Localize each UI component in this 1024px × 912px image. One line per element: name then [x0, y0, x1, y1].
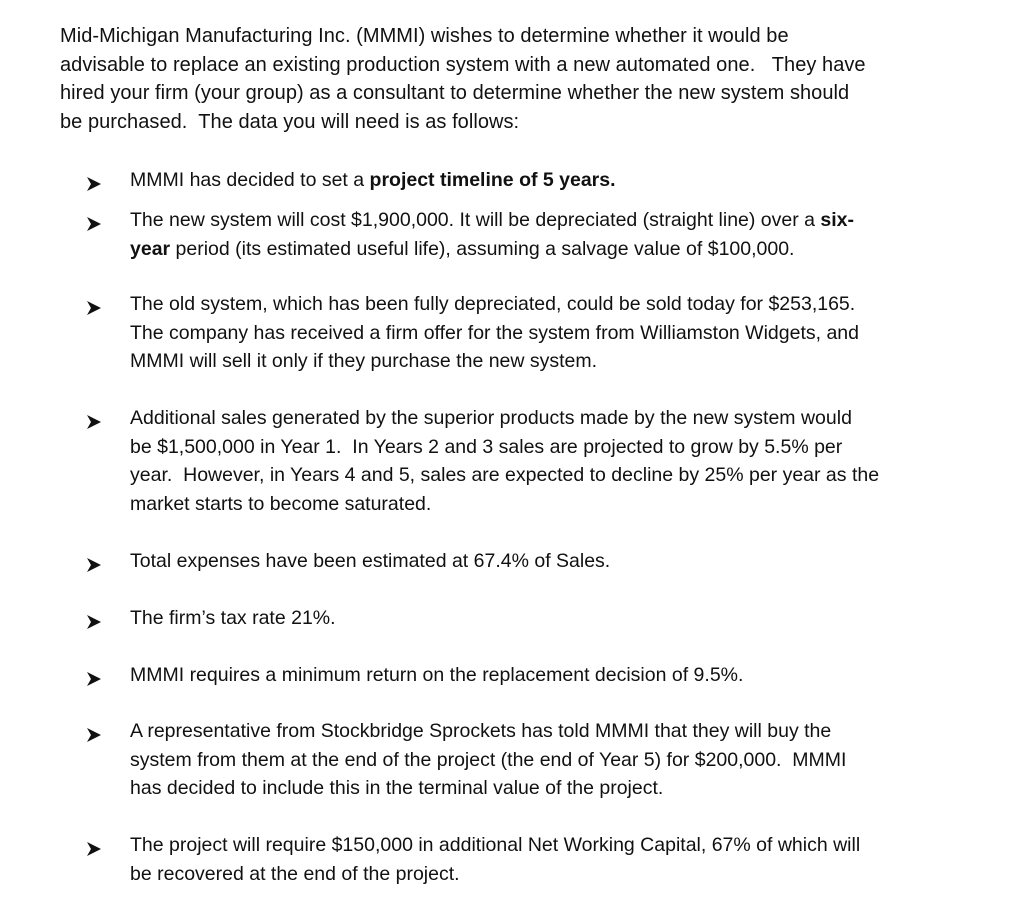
arrow-bullet-icon	[86, 172, 102, 188]
list-item-text	[130, 166, 950, 195]
text-segment: Additional sales generated by the superior products made by the new system would	[130, 407, 852, 429]
text-segment: system from them at the end of the project (the end of Year 5) for $200,000. MMMI	[130, 748, 847, 771]
text-segment: MMMI has decided to set a	[130, 169, 370, 191]
text-segment: MMMI will sell it only if they purchase the new system.	[130, 350, 598, 372]
text-segment: The new system will cost $1,900,000. It will be depreciated (straight line) over a	[130, 209, 821, 231]
text-segment: MMMI requires a minimum return on the replacement decision of 9.5%.	[130, 664, 744, 686]
arrow-bullet-icon	[86, 837, 102, 853]
arrow-bullet-icon	[86, 723, 102, 739]
list-item-text	[130, 717, 950, 803]
arrow-bullet-icon	[86, 212, 102, 228]
emphasis-text: six-	[820, 209, 855, 231]
text-segment: be $1,500,000 in Year 1. In Years 2 and 3 sales are projected to grow by 5.5% per	[130, 435, 843, 458]
text-segment: year. However, in Years 4 and 5, sales are expected to decline by 25% per year as the	[130, 464, 880, 486]
text-segment: period (its estimated useful life), assuming a salvage value of $100,000.	[170, 237, 795, 260]
emphasis-text: year	[130, 237, 171, 260]
text-segment: The company has received a firm offer for the system from Williamston Widgets, and	[130, 321, 859, 344]
list-item-text	[130, 661, 950, 690]
text-segment: A representative from Stockbridge Sprockets has told MMMI that they will buy the	[130, 720, 832, 742]
list-item-text	[130, 831, 950, 888]
list-item-text	[130, 404, 950, 518]
arrow-bullet-icon	[86, 296, 102, 312]
list-item-text	[130, 206, 950, 263]
text-segment: The firm’s tax rate 21%.	[130, 607, 336, 629]
intro-line: advisable to replace an existing production system with a new automated one. They have	[60, 53, 866, 76]
text-segment: The old system, which has been fully depreciated, could be sold today for $253,165.	[130, 293, 856, 315]
arrow-bullet-icon	[86, 610, 102, 626]
arrow-bullet-icon	[86, 667, 102, 683]
text-segment: market starts to become saturated.	[130, 492, 432, 515]
intro-line: hired your firm (your group) as a consultant to determine whether the new system should	[60, 82, 850, 104]
arrow-bullet-icon	[86, 410, 102, 426]
list-item-text	[130, 604, 950, 633]
intro-line: be purchased. The data you will need is as follows:	[60, 110, 520, 133]
text-segment: has decided to include this in the terminal value of the project.	[130, 777, 664, 799]
text-segment: Total expenses have been estimated at 67.4% of Sales.	[130, 550, 611, 572]
list-item-text	[130, 547, 950, 576]
text-segment: be recovered at the end of the project.	[130, 862, 460, 885]
arrow-bullet-icon	[86, 553, 102, 569]
text-segment: The project will require $150,000 in additional Net Working Capital, 67% of which will	[130, 834, 861, 856]
emphasis-text: project timeline of 5 years.	[369, 169, 616, 191]
list-item-text	[130, 290, 950, 376]
intro-line: Mid-Michigan Manufacturing Inc. (MMMI) wishes to determine whether it would be	[60, 25, 789, 47]
